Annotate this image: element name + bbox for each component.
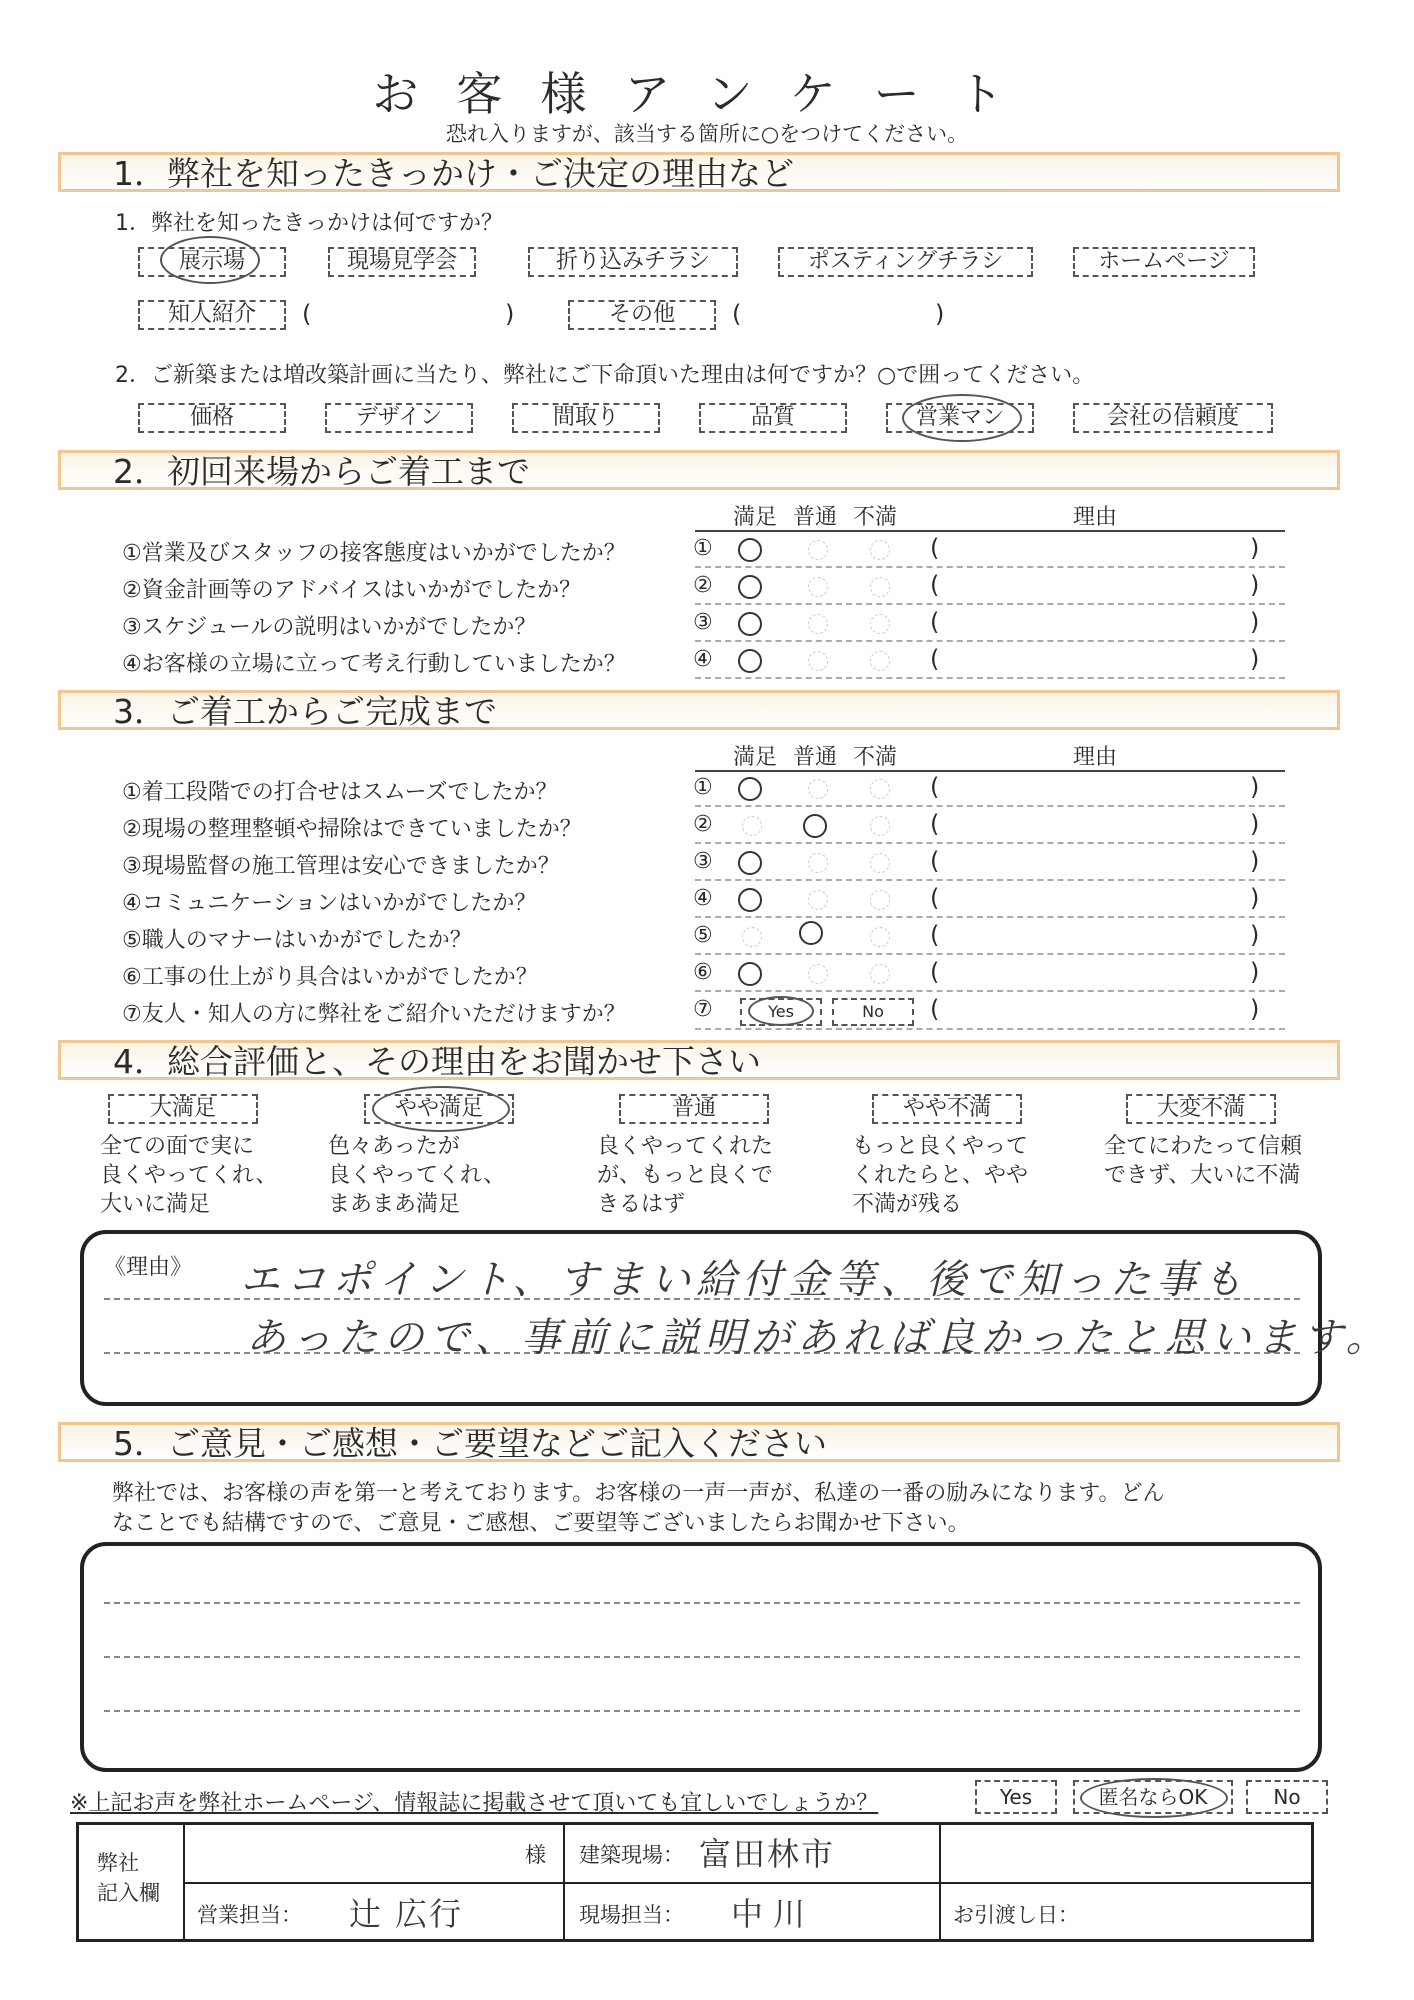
q2-option-design[interactable]: デザイン — [325, 403, 473, 433]
q1-option-posting[interactable]: ポスティングチラシ — [778, 247, 1033, 277]
writing-line — [104, 1602, 1300, 1604]
section-2-header — [58, 450, 1340, 490]
page-title: お客様アンケート — [372, 67, 1042, 121]
q2-option-trust[interactable]: 会社の信頼度 — [1073, 403, 1273, 433]
answer-circle-satisfied[interactable] — [742, 816, 762, 836]
selection-circle — [372, 1086, 510, 1132]
row-divider — [695, 1028, 1285, 1030]
rating-very-unsatisfied[interactable]: 大変不満 — [1126, 1094, 1276, 1124]
answer-circle-normal[interactable] — [808, 779, 828, 799]
rating-very-satisfied[interactable]: 大満足 — [108, 1094, 258, 1124]
answer-circle-satisfied[interactable] — [738, 538, 762, 562]
s2-row-2-text: ②資金計画等のアドバイスはいかがでしたか？ — [122, 578, 582, 603]
section-5-header — [58, 1422, 1340, 1462]
answer-circle-satisfied[interactable] — [738, 575, 762, 599]
q1-option-other[interactable]: その他 — [568, 300, 716, 330]
rating-desc: もっと良くやって くれたらと、やや 不満が残る — [852, 1134, 1029, 1217]
q1-option-showroom[interactable]: 展示場 — [138, 247, 286, 277]
consent-anonymous[interactable]: 匿名ならOK — [1073, 1780, 1233, 1814]
answer-circle-normal[interactable] — [808, 651, 828, 671]
section-3-heading: 3．ご着工からご完成まで — [113, 692, 497, 731]
s3-row-1-text: ①着工段階での打合せはスムーズでしたか？ — [122, 780, 558, 805]
answer-circle-unsatisfied[interactable] — [870, 816, 890, 836]
s3-referral-num: ⑦ — [693, 997, 713, 1022]
s2-row-3-num: ③ — [693, 610, 713, 635]
col-normal: 普通 — [793, 745, 838, 770]
office-use-table — [76, 1822, 1314, 1942]
answer-circle-unsatisfied[interactable] — [870, 853, 890, 873]
s3-row-6-num: ⑥ — [693, 960, 713, 985]
reason-label: 《理由》 — [104, 1255, 193, 1280]
q2-option-salesperson[interactable]: 営業マン — [886, 403, 1034, 433]
s3-row-5-num: ⑤ — [693, 923, 713, 948]
site-label: 建築現場： — [579, 1843, 684, 1867]
col-normal: 普通 — [793, 505, 838, 530]
answer-circle-satisfied[interactable] — [738, 962, 762, 986]
answer-circle-normal[interactable] — [808, 614, 828, 634]
consent-yes[interactable]: Yes — [975, 1780, 1057, 1814]
header-rule — [695, 770, 1285, 772]
row-divider — [695, 879, 1285, 881]
rating-desc: 良くやってくれた が、もっと良くで きるはず — [597, 1134, 774, 1217]
honorific: 様 — [525, 1843, 546, 1867]
s2-row-3-text: ③スケジュールの説明はいかがでしたか？ — [122, 615, 537, 640]
row-divider — [695, 677, 1285, 679]
header-rule — [695, 530, 1285, 532]
s3-row-5-text: ⑤職人のマナーはいかがでしたか？ — [122, 928, 472, 953]
rating-somewhat-unsatisfied[interactable]: やや不満 — [872, 1094, 1022, 1124]
q2-question: 2．ご新築または増改築計画に当たり、弊社にご下命頂いた理由は何ですか？○で囲ってください。 — [115, 363, 1095, 388]
supervisor-label: 現場担当： — [579, 1903, 684, 1927]
supervisor-value: 中川 — [731, 1895, 816, 1933]
section-4-header — [58, 1040, 1340, 1080]
q1-option-site-tour[interactable]: 現場見学会 — [328, 247, 476, 277]
rating-desc: 全ての面で実に 良くやってくれ、 大いに満足 — [100, 1134, 278, 1217]
answer-circle-unsatisfied[interactable] — [870, 964, 890, 984]
section-5-heading: 5．ご意見・ご感想・ご要望などご記入ください — [113, 1424, 827, 1463]
answer-circle-normal[interactable] — [808, 964, 828, 984]
rating-desc: 色々あったが 良くやってくれ、 まあまあ満足 — [328, 1134, 506, 1217]
paren-open: ( — [732, 300, 742, 328]
rating-desc: 全てにわたって信頼 できず、大いに不満 — [1104, 1134, 1303, 1188]
q1-option-referral[interactable]: 知人紹介 — [138, 300, 286, 330]
section-1-header — [58, 152, 1340, 192]
s2-row-1-text: ①営業及びスタッフの接客態度はいかがでしたか？ — [122, 541, 626, 566]
s2-row-2-num: ② — [693, 573, 713, 598]
col-satisfied: 満足 — [733, 745, 778, 770]
s3-row-2-num: ② — [693, 812, 713, 837]
s3-row-3-num: ③ — [693, 849, 713, 874]
s2-row-4-num: ④ — [693, 647, 713, 672]
s3-row-4-num: ④ — [693, 886, 713, 911]
col-reason: 理由 — [1073, 505, 1118, 530]
consent-no[interactable]: No — [1246, 1780, 1328, 1814]
answer-circle-unsatisfied[interactable] — [870, 927, 890, 947]
s3-row-6-text: ⑥工事の仕上がり具合はいかがでしたか？ — [122, 965, 538, 990]
reason-handwriting-line2: あったので、事前に説明があれば良かったと思います。 — [246, 1315, 1392, 1361]
answer-circle-normal[interactable] — [808, 540, 828, 560]
answer-circle-normal[interactable] — [808, 577, 828, 597]
row-divider — [695, 916, 1285, 918]
row-divider — [695, 640, 1285, 642]
q1-option-homepage[interactable]: ホームページ — [1073, 247, 1255, 277]
answer-circle-unsatisfied[interactable] — [870, 540, 890, 560]
row-divider — [695, 603, 1285, 605]
answer-circle-unsatisfied[interactable] — [870, 577, 890, 597]
referral-no[interactable]: No — [832, 998, 914, 1026]
selection-circle — [748, 996, 814, 1026]
answer-circle-satisfied[interactable] — [738, 612, 762, 636]
row-divider — [695, 566, 1285, 568]
answer-circle-satisfied[interactable] — [738, 649, 762, 673]
answer-circle-unsatisfied[interactable] — [870, 651, 890, 671]
s3-row-4-text: ④コミュニケーションはいかがでしたか？ — [122, 891, 537, 916]
table-label-line1: 弊社 — [97, 1851, 139, 1875]
page-subtitle: 恐れ入りますが、該当する箇所に○をつけてください。 — [445, 122, 969, 146]
sales-value: 辻 広行 — [349, 1895, 464, 1933]
table-label-line2: 記入欄 — [97, 1881, 160, 1905]
consent-question: ※上記お声を弊社ホームページ、情報誌に掲載させて頂いても宜しいでしょうか？ — [70, 1791, 879, 1816]
q2-option-price[interactable]: 価格 — [138, 403, 286, 433]
row-divider — [695, 953, 1285, 955]
s2-row-4-text: ④お客様の立場に立って考え行動していましたか？ — [122, 652, 626, 677]
row-divider — [695, 842, 1285, 844]
s3-row-1-num: ① — [693, 775, 713, 800]
rating-normal[interactable]: 普通 — [619, 1094, 769, 1124]
q2-option-floorplan[interactable]: 間取り — [512, 403, 660, 433]
answer-circle-normal[interactable] — [808, 890, 828, 910]
paren-close: ) — [935, 300, 945, 328]
answer-circle-normal[interactable] — [803, 814, 827, 838]
section-1-heading: 1．弊社を知ったきっかけ・ご決定の理由など — [113, 154, 794, 193]
answer-circle-normal[interactable] — [799, 921, 823, 945]
answer-circle-satisfied[interactable] — [742, 927, 762, 947]
paren-open: ( — [302, 300, 312, 328]
referral-yes[interactable]: Yes — [740, 998, 822, 1026]
row-divider — [695, 805, 1285, 807]
selection-circle — [1080, 1778, 1228, 1818]
row-divider — [695, 990, 1285, 992]
section-3-header — [58, 690, 1340, 730]
answer-circle-satisfied[interactable] — [738, 888, 762, 912]
answer-circle-satisfied[interactable] — [738, 777, 762, 801]
sales-label: 営業担当： — [197, 1903, 302, 1927]
rating-somewhat-satisfied[interactable]: やや満足 — [364, 1094, 514, 1124]
answer-circle-unsatisfied[interactable] — [870, 614, 890, 634]
selection-circle — [160, 236, 260, 284]
col-reason: 理由 — [1073, 745, 1118, 770]
writing-line — [104, 1710, 1300, 1712]
col-unsatisfied: 不満 — [853, 505, 898, 530]
s2-row-1-num: ① — [693, 536, 713, 561]
section-5-intro-line1: 弊社では、お客様の声を第一と考えております。お客様の一声一声が、私達の一番の励みになります。どん — [112, 1481, 1165, 1506]
answer-circle-unsatisfied[interactable] — [870, 890, 890, 910]
handover-label: お引渡し日： — [953, 1903, 1079, 1927]
s3-row-2-text: ②現場の整理整頓や掃除はできていましたか？ — [122, 817, 582, 842]
col-unsatisfied: 不満 — [853, 745, 898, 770]
answer-circle-satisfied[interactable] — [738, 851, 762, 875]
answer-circle-normal[interactable] — [808, 853, 828, 873]
section-5-intro-line2: なことでも結構ですので、ご意見・ご感想、ご要望等ございましたらお聞かせ下さい。 — [112, 1511, 970, 1536]
q2-option-quality[interactable]: 品質 — [699, 403, 847, 433]
selection-circle — [902, 394, 1022, 442]
s3-referral-text: ⑦友人・知人の方に弊社をご紹介いただけますか？ — [122, 1002, 626, 1027]
q1-option-flyer[interactable]: 折り込みチラシ — [528, 247, 738, 277]
paren-close: ) — [505, 300, 515, 328]
site-value: 富田林市 — [699, 1835, 836, 1873]
s3-row-3-text: ③現場監督の施工管理は安心できましたか？ — [122, 854, 560, 879]
col-satisfied: 満足 — [733, 505, 778, 530]
writing-line — [104, 1656, 1300, 1658]
section-4-heading: 4．総合評価と、その理由をお聞かせ下さい — [113, 1042, 761, 1081]
reason-handwriting-line1: エコポイント、すまい給付金等、後で知った事も — [240, 1257, 1249, 1303]
answer-circle-unsatisfied[interactable] — [870, 779, 890, 799]
section-2-heading: 2．初回来場からご着工まで — [113, 452, 530, 491]
q1-question: 1．弊社を知ったきっかけは何ですか？ — [115, 211, 503, 236]
